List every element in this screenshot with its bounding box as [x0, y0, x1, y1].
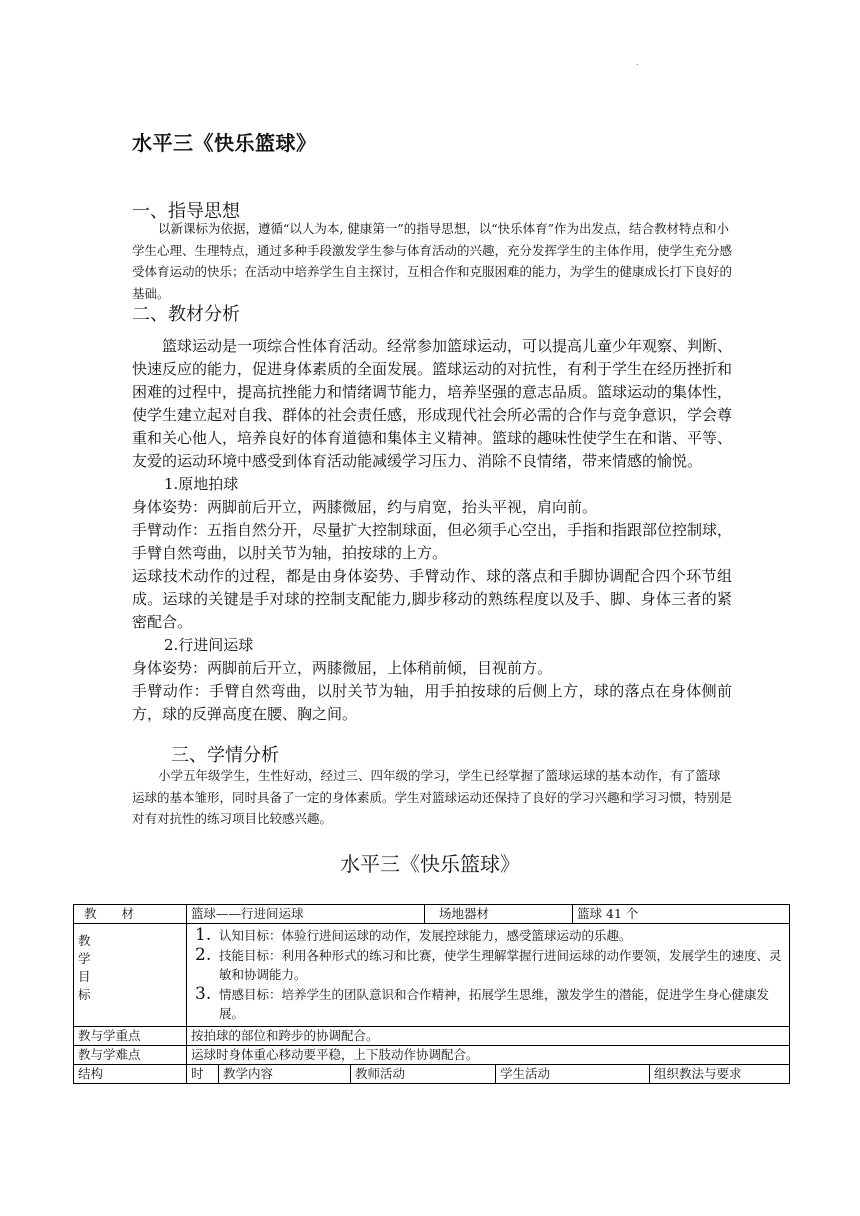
- header-teacher: 教师活动: [351, 1065, 496, 1084]
- material-analysis-block: [132, 335, 732, 726]
- item1-posture: 身体姿势：两脚前后开立，两膝微屈，约与肩宽，抬头平视，肩向前。: [132, 498, 598, 516]
- goal-number: 1.: [195, 925, 212, 945]
- table-row-material: [74, 905, 790, 924]
- material-label: 教 材: [74, 905, 187, 924]
- goals-label-char: 目: [78, 969, 91, 984]
- goal-number: 2.: [195, 945, 212, 965]
- item1-process: 运球技术动作的过程，都是由身体姿势、手臂动作、球的落点和手脚协调配合四个环节组成。运球的关键是手对球的控制支配能力,脚步移动的熟练程度以及手、脚、身体三者的紧密配合。: [132, 567, 732, 631]
- header-organization: 组织教法与要求: [650, 1065, 790, 1084]
- goals-label-char: 教: [78, 933, 91, 948]
- header-time: 时: [187, 1065, 219, 1084]
- item2-arm: 手臂动作：手臂自然弯曲，以肘关节为轴，用手拍按球的后侧上方，球的落点在身体侧前方，球的反弹高度在腰、胸之间。: [132, 682, 732, 723]
- difficulties-value: 运球时身体重心移动要平稳，上下肢动作协调配合。: [187, 1046, 790, 1065]
- lesson-plan-table: [73, 904, 790, 1084]
- table-row-key-points: [74, 1027, 790, 1046]
- goal-text: 技能目标：利用各种形式的练习和比赛，使学生理解掌握行进间运球的动作要领，发展学生的速度、灵敏和协调能力。: [219, 948, 782, 982]
- goals-cell: [187, 924, 790, 1027]
- goal-item: [193, 926, 783, 945]
- goals-label-char: 学: [78, 951, 91, 966]
- table-header-row: [74, 1065, 790, 1084]
- guiding-thought-paragraph: 以新课标为依据，遵循“以人为本, 健康第一”的指导思想，以“快乐体育”作为出发点，结合教材特点和小学生心理、生理特点，通过多种手段激发学生参与体育活动的兴趣，充分发挥学生的主体作用，使学生充分感受体育运动的快乐；在活动中培养学生自主探讨，互相合作和克服困难的能力，为学生的健康成长打下良好的基础。: [132, 221, 733, 301]
- guiding-thought-block: [132, 218, 732, 304]
- equipment-value: 篮球 41 个: [573, 905, 790, 924]
- goal-item: [193, 985, 783, 1023]
- material-value: 篮球——行进间运球: [187, 905, 425, 924]
- section-heading-material-analysis: 二、教材分析: [132, 304, 240, 325]
- table-title: 水平三《快乐篮球》: [340, 852, 520, 876]
- section-heading-guiding-thought: 一、指导思想: [132, 201, 240, 222]
- goal-number: 3.: [195, 984, 212, 1004]
- item1-title: 1.原地拍球: [164, 475, 239, 493]
- goals-label-char: 标: [78, 987, 91, 1002]
- goal-text: 认知目标：体验行进间运球的动作，发展控球能力，感受篮球运动的乐趣。: [219, 928, 632, 943]
- key-points-label: 教与学重点: [74, 1027, 187, 1046]
- page-dot: .: [636, 58, 639, 67]
- goals-list: [193, 926, 783, 1023]
- item2-posture: 身体姿势：两脚前后开立，两膝微屈，上体稍前倾，目视前方。: [132, 659, 553, 677]
- table-row-goals: [74, 924, 790, 1027]
- goals-label: [74, 924, 187, 1027]
- material-analysis-paragraph: 篮球运动是一项综合性体育活动。经常参加篮球运动，可以提高儿童少年观察、判断、快速反应的能力，促进身体素质的全面发展。篮球运动的对抗性，有利于学生在经历挫折和困难的过程中，提高抗挫能力和情绪调节能力，培养坚强的意志品质。篮球运动的集体性，使学生建立起对自我、群体的社会责任感，形成现代社会所必需的合作与竞争意识，学会尊重和关心他人，培养良好的体育道德和集体主义精神。篮球的趣味性使学生在和谐、平等、友爱的运动环境中感受到体育活动能减缓学习压力、消除不良情绪，带来情感的愉悦。: [132, 337, 733, 470]
- table-row-difficulties: [74, 1046, 790, 1065]
- goal-item: [193, 946, 783, 984]
- header-structure: 结构: [74, 1065, 187, 1084]
- header-content: 教学内容: [219, 1065, 351, 1084]
- section-heading-learner-analysis: 三、学情分析: [171, 745, 279, 766]
- learner-analysis-block: [132, 765, 732, 830]
- difficulties-label: 教与学难点: [74, 1046, 187, 1065]
- goal-text: 情感目标：培养学生的团队意识和合作精神，拓展学生思维，激发学生的潜能，促进学生身心健康发展。: [219, 987, 770, 1021]
- key-points-value: 按拍球的部位和跨步的协调配合。: [187, 1027, 790, 1046]
- item1-arm: 手臂动作：五指自然分开，尽量扩大控制球面，但必须手心空出，手指和指跟部位控制球，手臂自然弯曲，以肘关节为轴，拍按球的上方。: [132, 521, 733, 562]
- header-student: 学生活动: [496, 1065, 650, 1084]
- equipment-label: 场地器材: [425, 905, 573, 924]
- item2-title: 2.行进间运球: [164, 636, 254, 654]
- page-title: 水平三《快乐篮球》: [132, 131, 317, 155]
- learner-analysis-paragraph: 小学五年级学生，生性好动，经过三、四年级的学习，学生已经掌握了篮球运球的基本动作，有了篮球运球的基本雏形，同时具备了一定的身体素质。学生对篮球运动还保持了良好的学习兴趣和学习习惯，特别是对有对抗性的练习项目比较感兴趣。: [132, 768, 733, 826]
